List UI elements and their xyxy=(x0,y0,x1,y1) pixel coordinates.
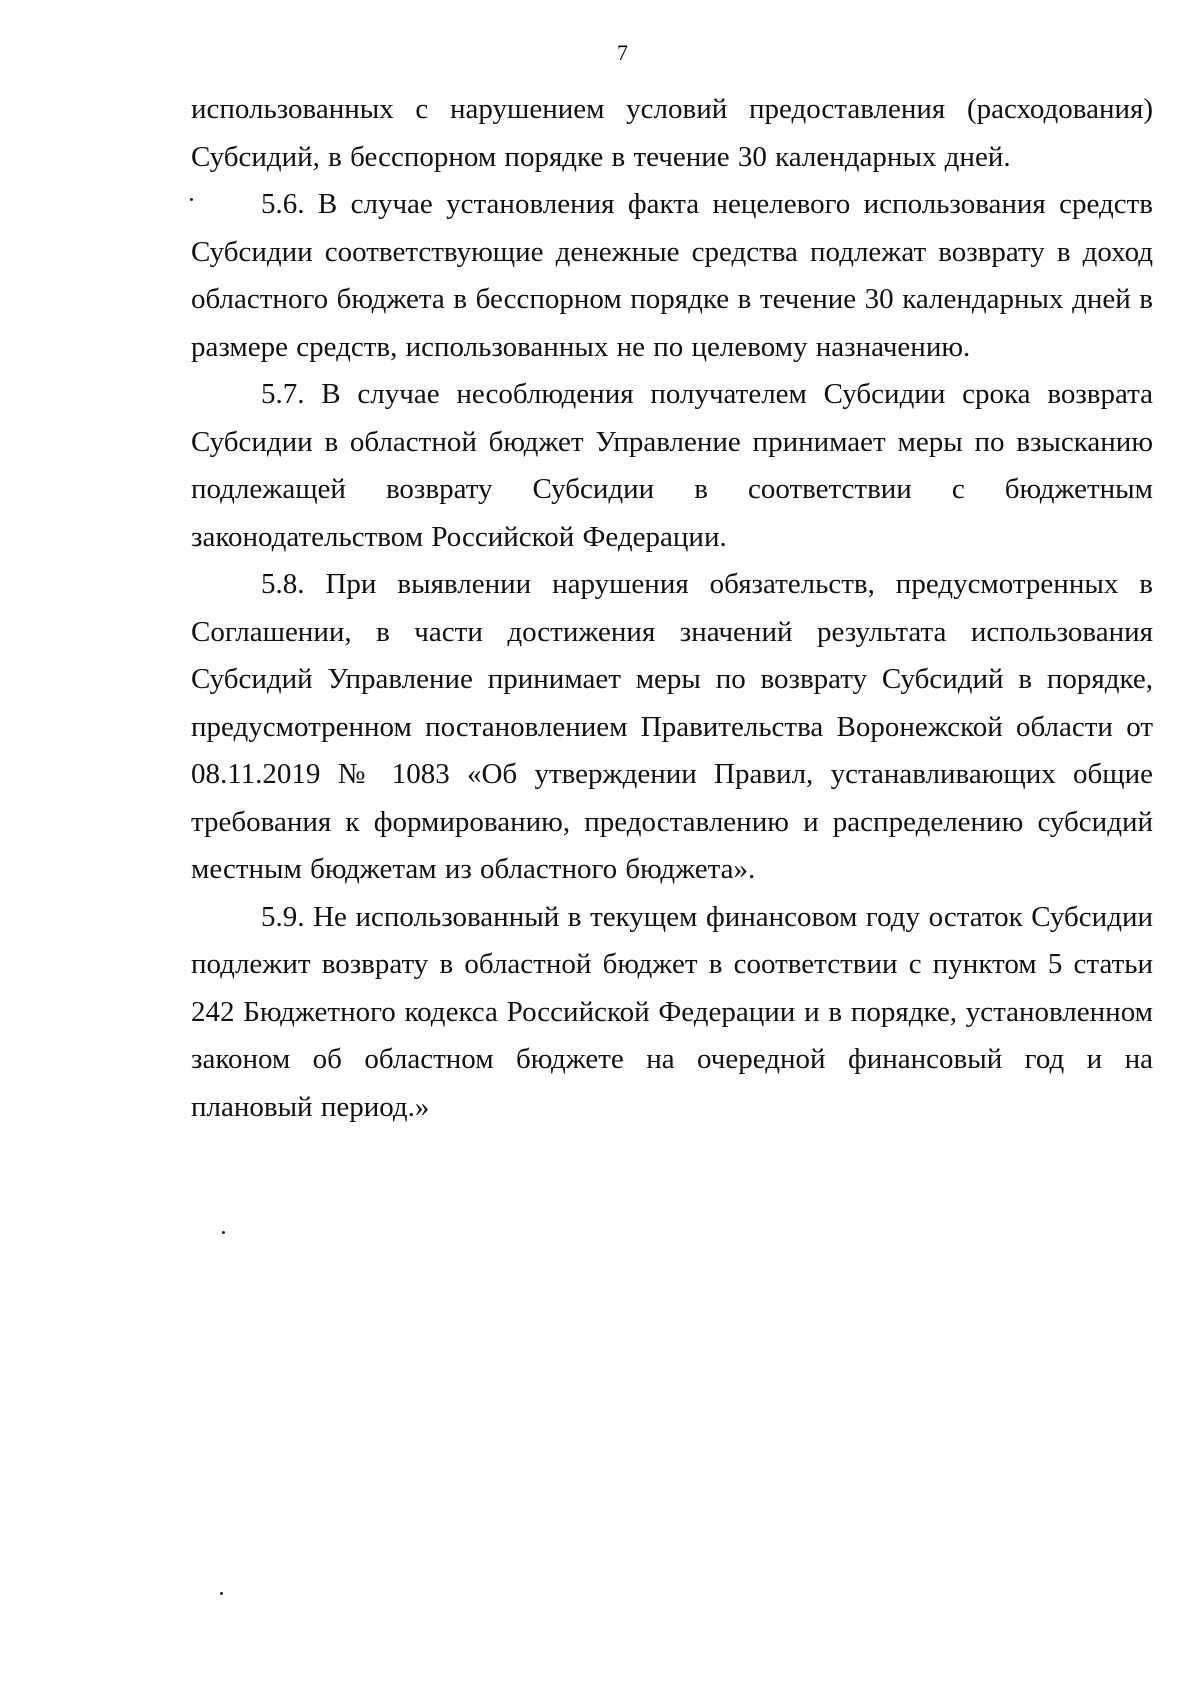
paragraph-continuation: использованных с нарушением условий предоставления (расходования) Субсидий, в бесспорном порядке в течение 30 календарных дней. xyxy=(191,93,1153,173)
paragraph-5-8: 5.8. При выявлении нарушения обязательств, предусмотренных в Соглашении, в части достижения значений результата использования Субсидий Управление принимает меры по возврату Субсидий в порядке, предусмотренном постановлением Правительства Воронежской области от 08.11.2019 № 1083 «Об утверждении Правил, устанавливающих общие требования к формированию, предоставлению и распределению субсидий местным бюджетам из областного бюджета». xyxy=(191,568,1153,885)
scan-speck xyxy=(190,198,193,201)
page-number: 7 xyxy=(617,40,628,65)
paragraph-5-9: 5.9. Не использованный в текущем финансовом году остаток Субсидии подлежит возврату в областной бюджет в соответствии с пунктом 5 статьи 242 Бюджетного кодекса Российской Федерации и в порядке, установленном законом об областном бюджете на очередной финансовый год и на плановый период.» xyxy=(191,900,1153,1123)
scan-speck xyxy=(222,1231,225,1234)
scan-speck xyxy=(220,1592,223,1595)
paragraph-5-6: 5.6. В случае установления факта нецелевого использования средств Субсидии соответствующие денежные средства подлежат возврату в доход областного бюджета в бесспорном порядке в течение 30 календарных дней в размере средств, использованных не по целевому назначению. xyxy=(191,188,1153,363)
document-body xyxy=(191,86,1153,1131)
paragraph-5-7: 5.7. В случае несоблюдения получателем Субсидии срока возврата Субсидии в областной бюджет Управление принимает меры по взысканию подлежащей возврату Субсидии в соответствии с бюджетным законодательством Российской Федерации. xyxy=(191,378,1153,553)
